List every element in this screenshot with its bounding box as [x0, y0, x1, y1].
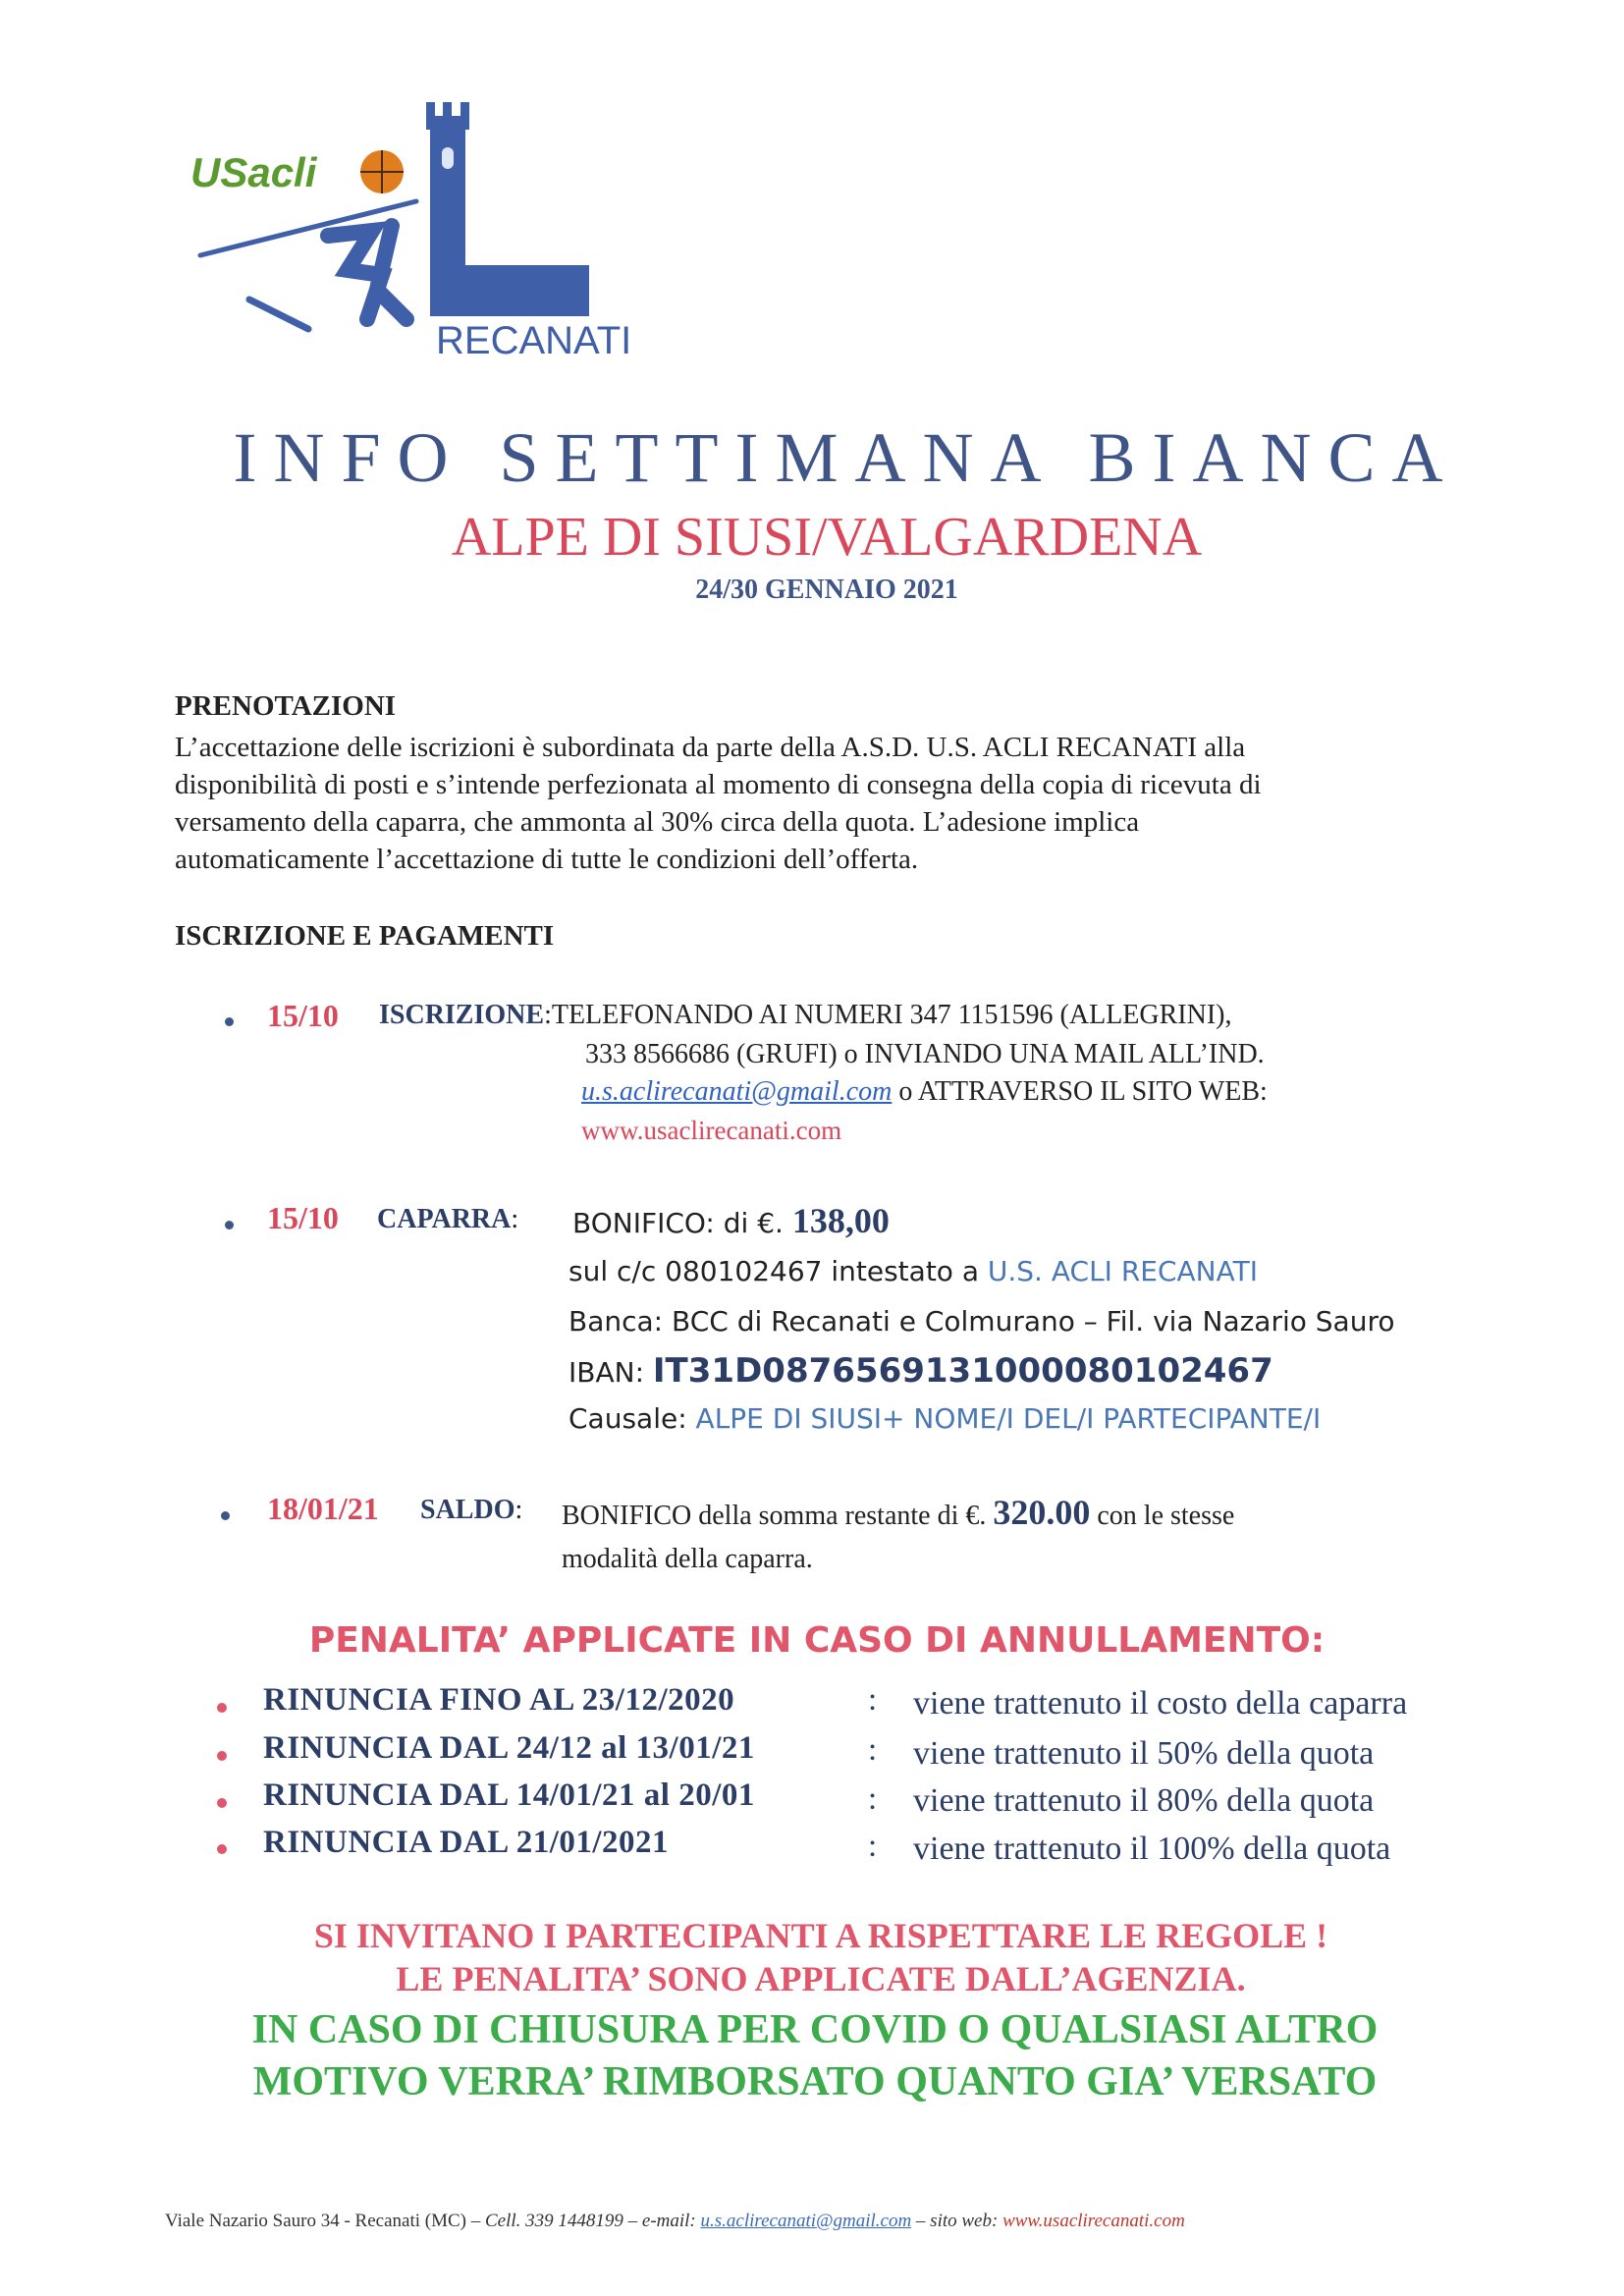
penalita-row-right: viene trattenuto il costo della caparra	[913, 1685, 1408, 1722]
warning-agency: LE PENALITA’ SONO APPLICATE DALL’AGENZIA.	[396, 1959, 1246, 1998]
caparra-iban-value: IT31D0876569131000080102467	[652, 1351, 1273, 1391]
page-title: INFO SETTIMANA BIANCA	[233, 418, 1460, 497]
warning-rules: SI INVITANO I PARTECIPANTI A RISPETTARE LE REGOLE !	[313, 1916, 1328, 1955]
penalita-row-left: RINUNCIA DAL 24/12 al 13/01/21	[263, 1730, 755, 1766]
penalita-row-sep: :	[868, 1682, 878, 1718]
footer	[165, 2211, 1185, 2232]
saldo-colon: :	[514, 1495, 523, 1525]
iscrizione-email-link[interactable]: u.s.aclirecanati@gmail.com	[581, 1076, 893, 1107]
penalita-row-left: RINUNCIA DAL 14/01/21 al 20/01	[263, 1777, 755, 1813]
prenotazioni-line: disponibilità di posti e s’intende perfezionata al momento di consegna della copia di ricevuta di	[175, 769, 1262, 800]
basketball-icon	[360, 150, 404, 193]
bullet-icon	[225, 1017, 234, 1026]
skier-icon	[200, 201, 416, 329]
bullet-icon	[217, 1844, 227, 1854]
penalita-row-sep: :	[868, 1732, 878, 1768]
prenotazioni-paragraph	[175, 729, 1471, 878]
penalita-row-right: viene trattenuto il 50% della quota	[913, 1735, 1375, 1772]
penalita-heading: PENALITA’ APPLICATE IN CASO DI ANNULLAMENTO:	[308, 1620, 1326, 1661]
footer-site-label: – sito web:	[911, 2211, 1003, 2231]
caparra-bonifico	[572, 1200, 890, 1241]
bullet-icon	[217, 1703, 227, 1713]
iscrizione-date: 15/10	[267, 998, 339, 1033]
caparra-label-row	[377, 1204, 518, 1235]
covid-notice-line2: MOTIVO VERRA’ RIMBORSATO QUANTO GIA’ VERSATO	[252, 2059, 1378, 2105]
caparra-date: 15/10	[267, 1200, 339, 1235]
footer-website-link[interactable]: www.usaclirecanati.com	[1002, 2211, 1185, 2231]
saldo-line2: modalità della caparra.	[562, 1544, 813, 1574]
bullet-icon	[217, 1798, 227, 1808]
iscrizione-row	[379, 1000, 1232, 1031]
penalita-row-sep: :	[868, 1829, 878, 1864]
penalita-row-left: RINUNCIA FINO AL 23/12/2020	[263, 1682, 735, 1718]
logo-city: RECANATI	[436, 319, 632, 362]
iscrizione-label: ISCRIZIONE	[379, 1000, 545, 1030]
iscrizione-website-link[interactable]: www.usaclirecanati.com	[581, 1116, 842, 1145]
footer-address: Viale Nazario Sauro 34 - Recanati (MC) –	[165, 2211, 485, 2231]
location-subtitle: ALPE DI SIUSI/VALGARDENA	[451, 507, 1203, 568]
saldo-text-post: con le stesse	[1090, 1501, 1235, 1531]
caparra-amount: 138,00	[791, 1201, 890, 1240]
caparra-cc	[568, 1255, 1258, 1287]
iscrizione-line3-rest: o ATTRAVERSO IL SITO WEB:	[892, 1076, 1268, 1107]
prenotazioni-heading: PRENOTAZIONI	[175, 690, 397, 722]
saldo-date: 18/01/21	[267, 1491, 379, 1526]
covid-notice-line1: IN CASO DI CHIUSURA PER COVID O QUALSIASI ALTRO	[251, 2007, 1379, 2052]
tower-icon	[426, 102, 589, 316]
saldo-label: SALDO	[420, 1495, 515, 1525]
dates-subtitle: 24/30 GENNAIO 2021	[695, 574, 958, 605]
saldo-amount: 320.00	[993, 1493, 1091, 1532]
prenotazioni-line: automaticamente l’accettazione di tutte le condizioni dell’offerta.	[175, 844, 919, 875]
logo-brand: USacli	[190, 149, 317, 195]
bullet-icon	[225, 1221, 234, 1230]
caparra-label: CAPARRA	[377, 1204, 512, 1234]
usacli-recanati-logo	[190, 79, 652, 373]
caparra-colon: :	[511, 1204, 519, 1234]
caparra-causale-label: Causale:	[568, 1402, 696, 1435]
bullet-icon	[217, 1751, 227, 1761]
penalita-row-left: RINUNCIA DAL 21/01/2021	[263, 1825, 670, 1860]
iscrizione-line3	[581, 1076, 1268, 1108]
caparra-iban	[568, 1351, 1273, 1391]
iscrizione-heading: ISCRIZIONE E PAGAMENTI	[175, 920, 555, 952]
footer-email-link[interactable]: u.s.aclirecanati@gmail.com	[700, 2211, 912, 2231]
saldo-text	[562, 1492, 1234, 1533]
iscrizione-line2: 333 8566686 (GRUFI) o INVIANDO UNA MAIL ALL’IND.	[585, 1039, 1265, 1069]
penalita-row-right: viene trattenuto il 80% della quota	[913, 1782, 1375, 1819]
caparra-iban-label: IBAN:	[568, 1356, 653, 1389]
caparra-banca: Banca: BCC di Recanati e Colmurano – Fil. via Nazario Sauro	[568, 1305, 1395, 1338]
prenotazioni-line: versamento della caparra, che ammonta al 30% circa della quota. L’adesione implica	[175, 806, 1140, 838]
caparra-causale	[568, 1402, 1321, 1435]
caparra-cc-text: sul c/c 080102467 intestato a	[568, 1255, 988, 1287]
saldo-text-pre: BONIFICO della somma restante di €.	[562, 1501, 994, 1531]
saldo-label-row	[420, 1495, 522, 1526]
caparra-cc-name: U.S. ACLI RECANATI	[987, 1255, 1258, 1287]
iscrizione-phones: :TELEFONANDO AI NUMERI 347 1151596 (ALLEGRINI),	[544, 1000, 1232, 1030]
prenotazioni-line: L’accettazione delle iscrizioni è subordinata da parte della A.S.D. U.S. ACLI RECANATI alla	[175, 732, 1246, 763]
penalita-row-sep: :	[868, 1781, 878, 1817]
penalita-row-right: viene trattenuto il 100% della quota	[913, 1831, 1391, 1867]
caparra-bonifico-text: BONIFICO: di €.	[572, 1207, 792, 1239]
bullet-icon	[221, 1511, 230, 1520]
caparra-causale-value: ALPE DI SIUSI+ NOME/I DEL/I PARTECIPANTE/I	[695, 1402, 1322, 1435]
footer-cell: Cell. 339 1448199 – e-mail:	[484, 2211, 701, 2231]
